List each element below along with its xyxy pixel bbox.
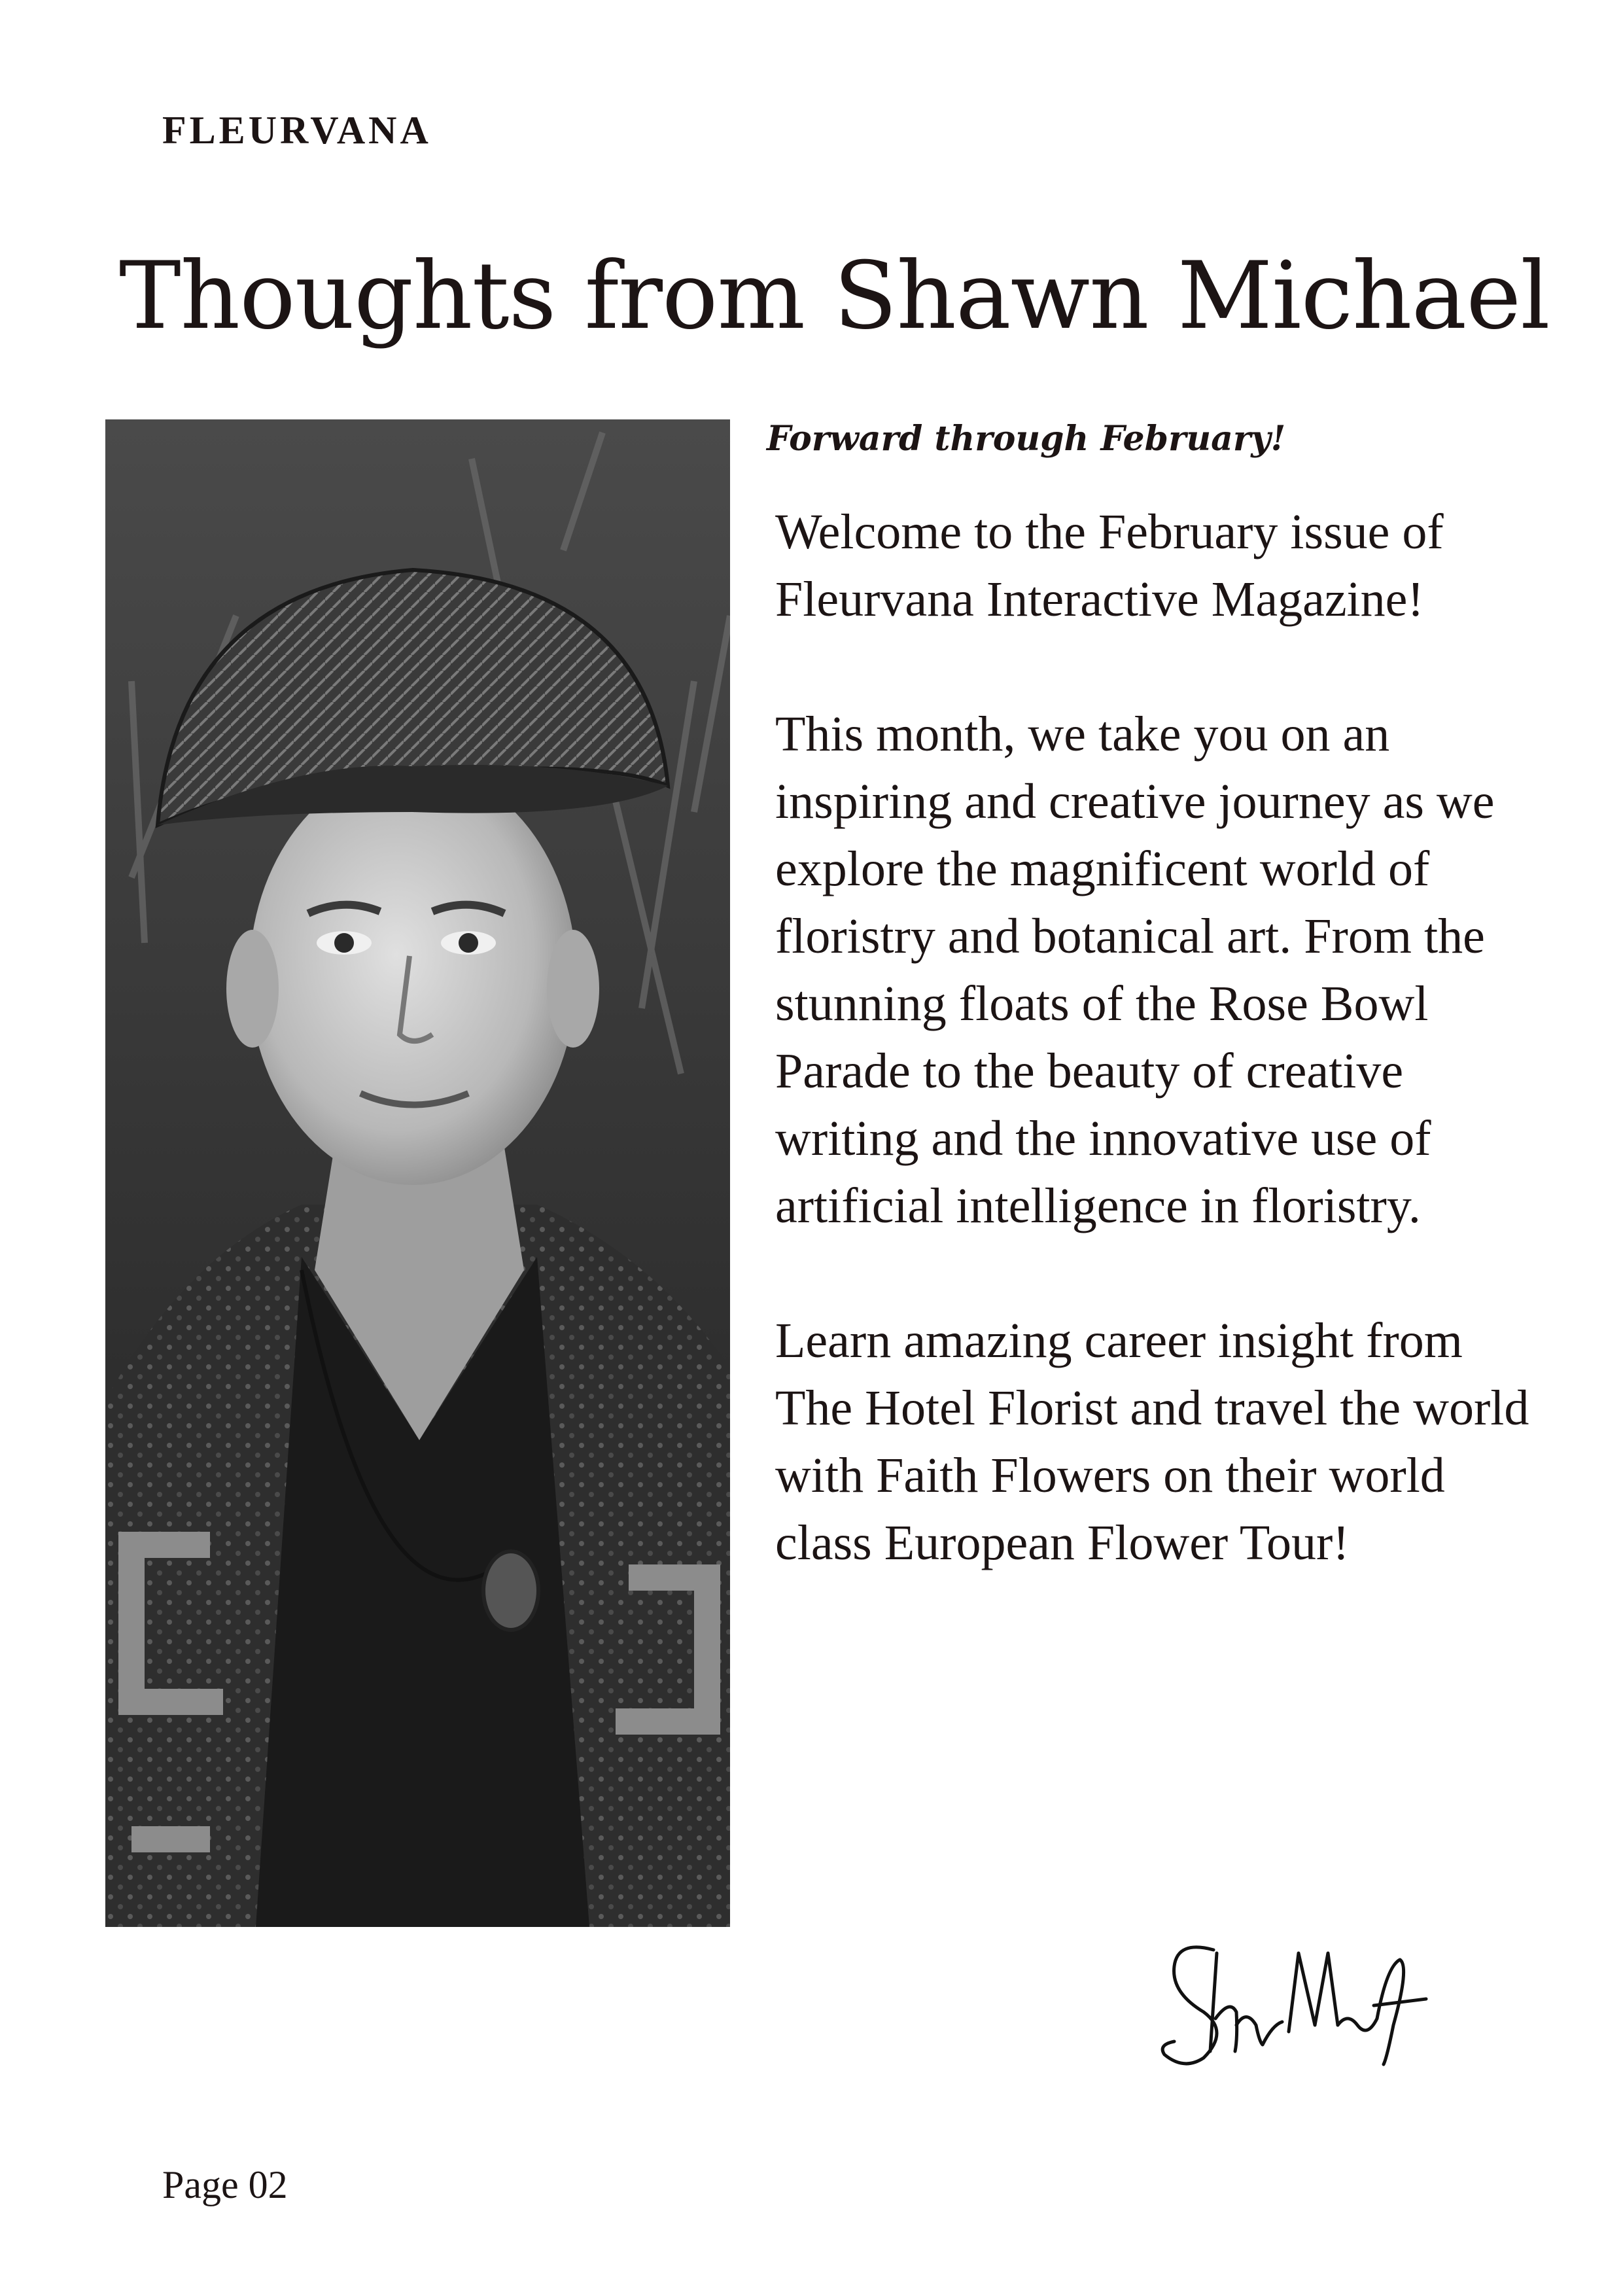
article-body [775, 499, 1547, 1644]
page-title: Thoughts from Shawn Michael [119, 242, 1550, 350]
paragraph-journey: This month, we take you on an inspiring and creative journey as we explore the magnificent world of floristry and botanical art. From the stunning floats of the Rose Bowl Parade to the beauty of creative writing and the innovative use of artificial intelligence in floristry. [775, 707, 1495, 1233]
signature [1151, 1927, 1439, 2077]
paragraph-career: Learn amazing career insight from The Hotel Florist and travel the world with Faith Flowers on their world class European Flower Tour! [775, 1313, 1529, 1570]
article-subtitle: Forward through February! [767, 419, 1286, 459]
portrait-illustration [105, 419, 730, 1927]
brand-name: FLEURVANA [162, 109, 432, 152]
page-number: Page 02 [162, 2163, 288, 2206]
author-photo [105, 419, 730, 1927]
signature-scrawl [1151, 1927, 1439, 2077]
paragraph-welcome: Welcome to the February issue of Fleurvana Interactive Magazine! [775, 504, 1444, 627]
